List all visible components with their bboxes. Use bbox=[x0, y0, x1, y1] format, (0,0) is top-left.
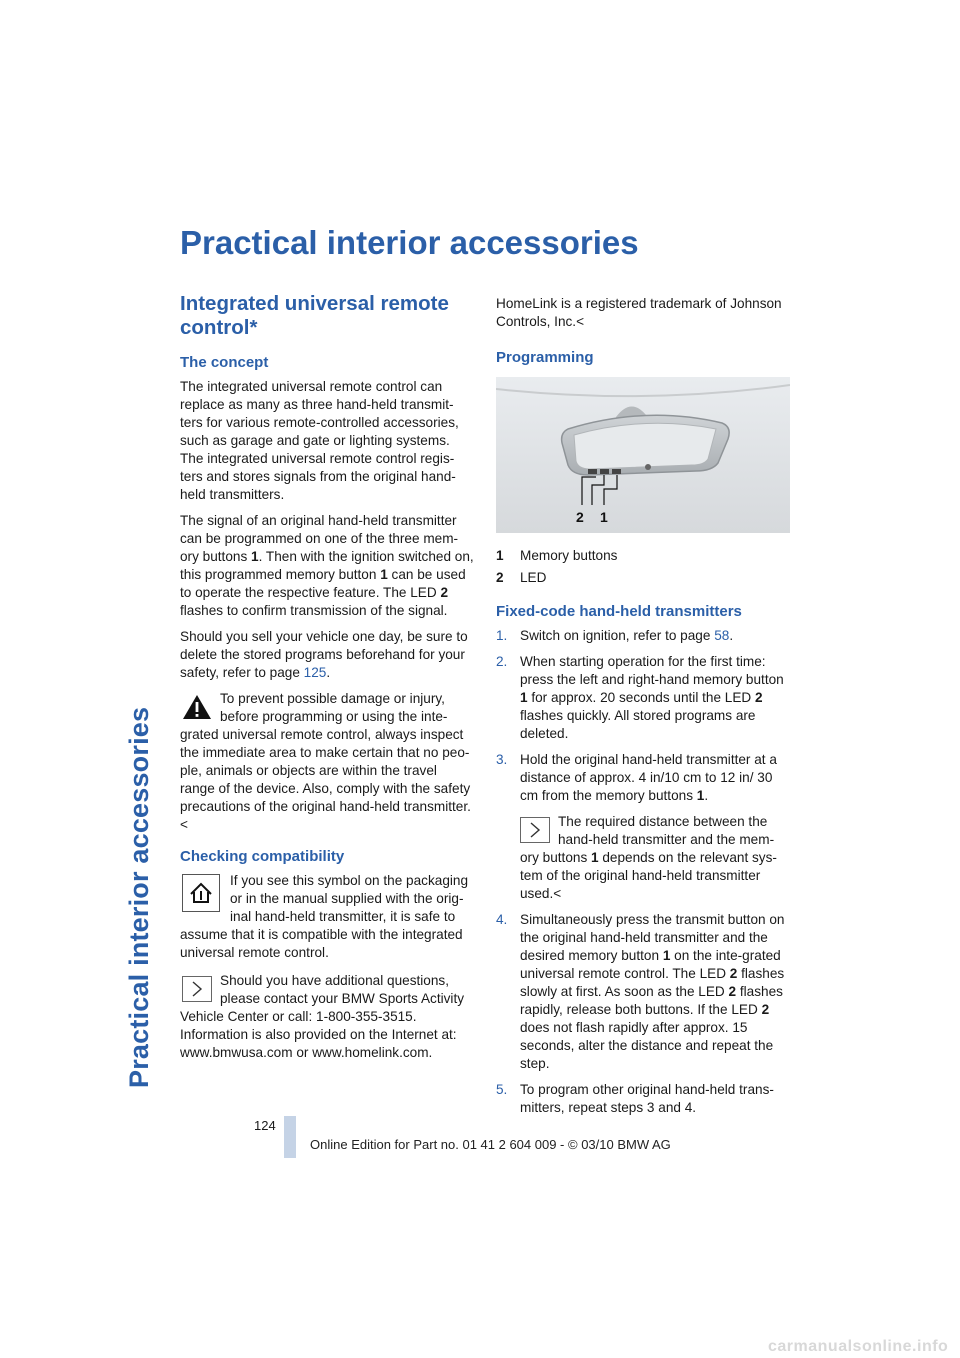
programming-heading: Programming bbox=[496, 349, 594, 366]
mirror-illustration bbox=[496, 377, 790, 533]
footer-bar bbox=[284, 1116, 296, 1158]
compatibility-heading: Checking compatibility bbox=[180, 848, 345, 865]
distance-note: The required distance between the hand-held transmitter and the mem-ory buttons 1 depends on the relevant sys-tem of the original hand-held transmitter used.< bbox=[520, 814, 777, 901]
homelink-house-icon bbox=[182, 874, 220, 912]
warning-text: To prevent possible damage or injury, before programming or using the inte-grated universal remote control, always inspect the immediate area to make certain that no peo-ple, animals or objects are within the travel range of the device. Also, comply with the safety precautions of the original hand-held transmitter.< bbox=[180, 691, 471, 832]
step-2: 2. When starting operation for the first time: press the left and right-hand memory button 1 for approx. 20 seconds until the LED 2 flashes quickly. All stored programs are deleted. bbox=[496, 654, 784, 741]
step-3: 3. Hold the original hand-held transmitter at a distance of approx. 4 in/10 cm to 12 in/ 30 cm from the memory buttons 1. The required distance between the hand-held transmitter and the mem-ory buttons 1 depends on the relevant sys-tem of the original hand-held transmitter used.< bbox=[496, 751, 790, 903]
page-link-58[interactable]: 58 bbox=[714, 628, 730, 643]
legend-item: 1 Memory buttons bbox=[496, 548, 618, 563]
steps-list bbox=[496, 627, 790, 1117]
left-column bbox=[180, 292, 474, 1072]
legend-item: 2 LED bbox=[496, 570, 547, 585]
section-heading: Integrated universal remote control* bbox=[180, 292, 449, 339]
concept-paragraph-2: The signal of an original hand-held transmitter can be programmed on one of the three mem-ory buttons 1. Then with the ignition switched on, this programmed memory button 1 can be used to operate the respective feature. The LED 2 flashes to confirm transmission of the signal. bbox=[180, 513, 474, 618]
step-5: 5. To program other original hand-held trans-mitters, repeat steps 3 and 4. bbox=[496, 1082, 774, 1115]
right-column bbox=[496, 295, 790, 1125]
step-1: 1. Switch on ignition, refer to page 58. bbox=[496, 628, 734, 643]
step-4: 4. Simultaneously press the transmit button on the original hand-held transmitter and the desired memory button 1 on the inte-grated universal remote control. The LED 2 flashes slowly at first. As soon as the LED 2 flashes rapidly, release both buttons. If the LED 2 does not flash rapidly after approx. 15 seconds, alter the distance and repeat the step. bbox=[496, 912, 785, 1071]
compatibility-text: If you see this symbol on the packaging or in the manual supplied with the orig-inal hand-held transmitter, it is safe to assume that it is compatible with the integrated universal remote control. bbox=[180, 873, 469, 960]
trademark-text: HomeLink is a registered trademark of Johnson Controls, Inc.< bbox=[496, 296, 782, 329]
note-arrow-icon bbox=[182, 976, 212, 1002]
watermark: carmanualsonline.info bbox=[768, 1338, 949, 1355]
mirror-figure bbox=[496, 377, 790, 533]
compatibility-note bbox=[180, 872, 474, 962]
figure-label-2: 2 bbox=[576, 509, 584, 525]
contact-note bbox=[180, 972, 474, 1062]
contact-text: Should you have additional questions, please contact your BMW Sports Activity Vehicle Center or call: 1-800-355-3515. Information is also provided on the Internet at: www.bmwusa.com or www.homelink.com. bbox=[180, 973, 465, 1060]
warning-note bbox=[180, 690, 474, 834]
footer-edition: Online Edition for Part no. 01 41 2 604 009 - © 03/10 BMW AG bbox=[310, 1137, 671, 1152]
page-title: Practical interior accessories bbox=[180, 224, 639, 261]
figure-label-1: 1 bbox=[600, 509, 608, 525]
note-arrow-icon bbox=[520, 817, 550, 843]
concept-paragraph-1: The integrated universal remote control can replace as many as three hand-held transmit-ters for various remote-controlled accessories, such as garage and gate or lighting systems. The integrated universal remote control regis-ters and stores signals from the original hand-held transmitters. bbox=[180, 379, 459, 502]
warning-triangle-icon bbox=[182, 694, 212, 720]
fixed-code-heading: Fixed-code hand-held transmitters bbox=[496, 603, 742, 620]
page-link-125[interactable]: 125 bbox=[303, 665, 327, 680]
concept-heading: The concept bbox=[180, 354, 269, 371]
concept-paragraph-3: Should you sell your vehicle one day, be sure to delete the stored programs beforehand for your safety, refer to page 125. bbox=[180, 629, 468, 680]
page-number: 124 bbox=[254, 1118, 276, 1133]
side-tab-label: Practical interior accessories bbox=[124, 706, 154, 1088]
side-tab bbox=[118, 228, 158, 1088]
figure-legend bbox=[496, 547, 790, 587]
